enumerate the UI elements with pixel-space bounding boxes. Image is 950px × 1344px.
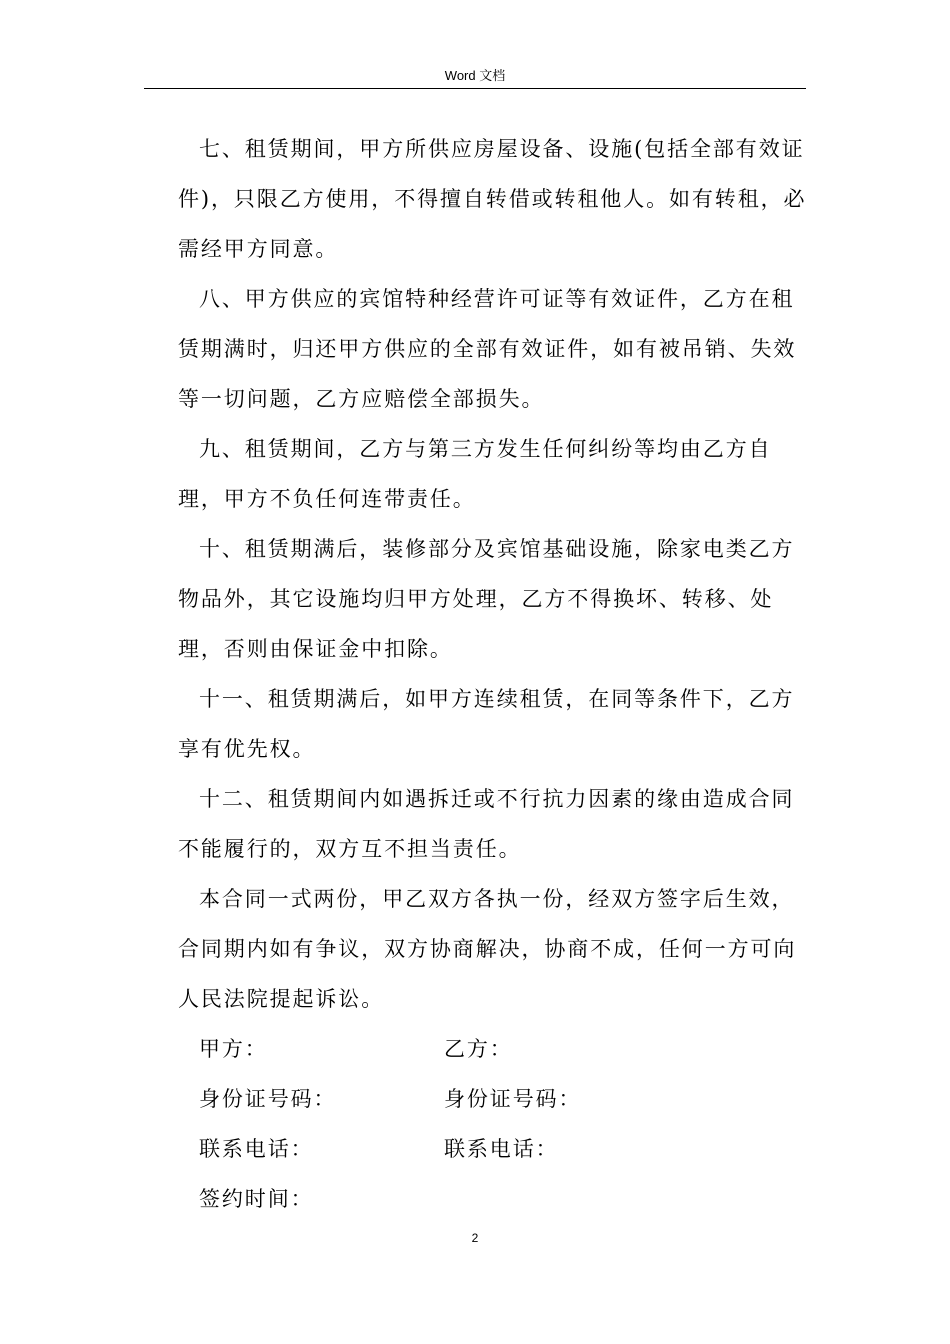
document-body: [178, 124, 808, 1224]
page-header-title: Word 文档: [444, 68, 506, 83]
closing-clause: 本合同一式两份，甲乙双方各执一份，经双方签字后生效，合同期内如有争议，双方协商解决，协商不成，任何一方可向人民法院提起诉讼。: [178, 887, 797, 1011]
header-divider: [144, 88, 806, 89]
clause-10: 十、租赁期满后，装修部分及宾馆基础设施，除家电类乙方物品外，其它设施均归甲方处理，乙方不得换坏、转移、处理，否则由保证金中扣除。: [178, 537, 795, 661]
clause-9: 九、租赁期间，乙方与第三方发生任何纠纷等均由乙方自理，甲方不负任何连带责任。: [178, 437, 772, 511]
page-number: 2: [471, 1231, 479, 1245]
clause-11: 十一、租赁期满后，如甲方连续租赁，在同等条件下，乙方享有优先权。: [178, 687, 795, 761]
party-b-phone-label: 联系电话：: [444, 1137, 559, 1161]
signature-row-id: [178, 1074, 808, 1124]
signature-row-phone: [178, 1124, 808, 1174]
party-a-phone-label: 联系电话：: [199, 1137, 314, 1161]
signature-row-date: [178, 1174, 808, 1224]
party-b-label: 乙方：: [444, 1037, 513, 1061]
party-b-id-label: 身份证号码：: [444, 1087, 582, 1111]
clause-8: 八、甲方供应的宾馆特种经营许可证等有效证件，乙方在租赁期满时，归还甲方供应的全部有效证件，如有被吊销、失效等一切问题，乙方应赔偿全部损失。: [178, 287, 797, 411]
party-a-label: 甲方：: [199, 1037, 268, 1061]
clause-7: 七、租赁期间，甲方所供应房屋设备、设施(包括全部有效证件)，只限乙方使用，不得擅自转借或转租他人。如有转租，必需经甲方同意。: [178, 137, 807, 261]
signing-date-label: 签约时间：: [199, 1187, 314, 1211]
clause-12: 十二、租赁期间内如遇拆迁或不行抗力因素的缘由造成合同不能履行的，双方互不担当责任。: [178, 787, 795, 861]
party-a-id-label: 身份证号码：: [199, 1087, 337, 1111]
signature-row-party: [178, 1024, 808, 1074]
